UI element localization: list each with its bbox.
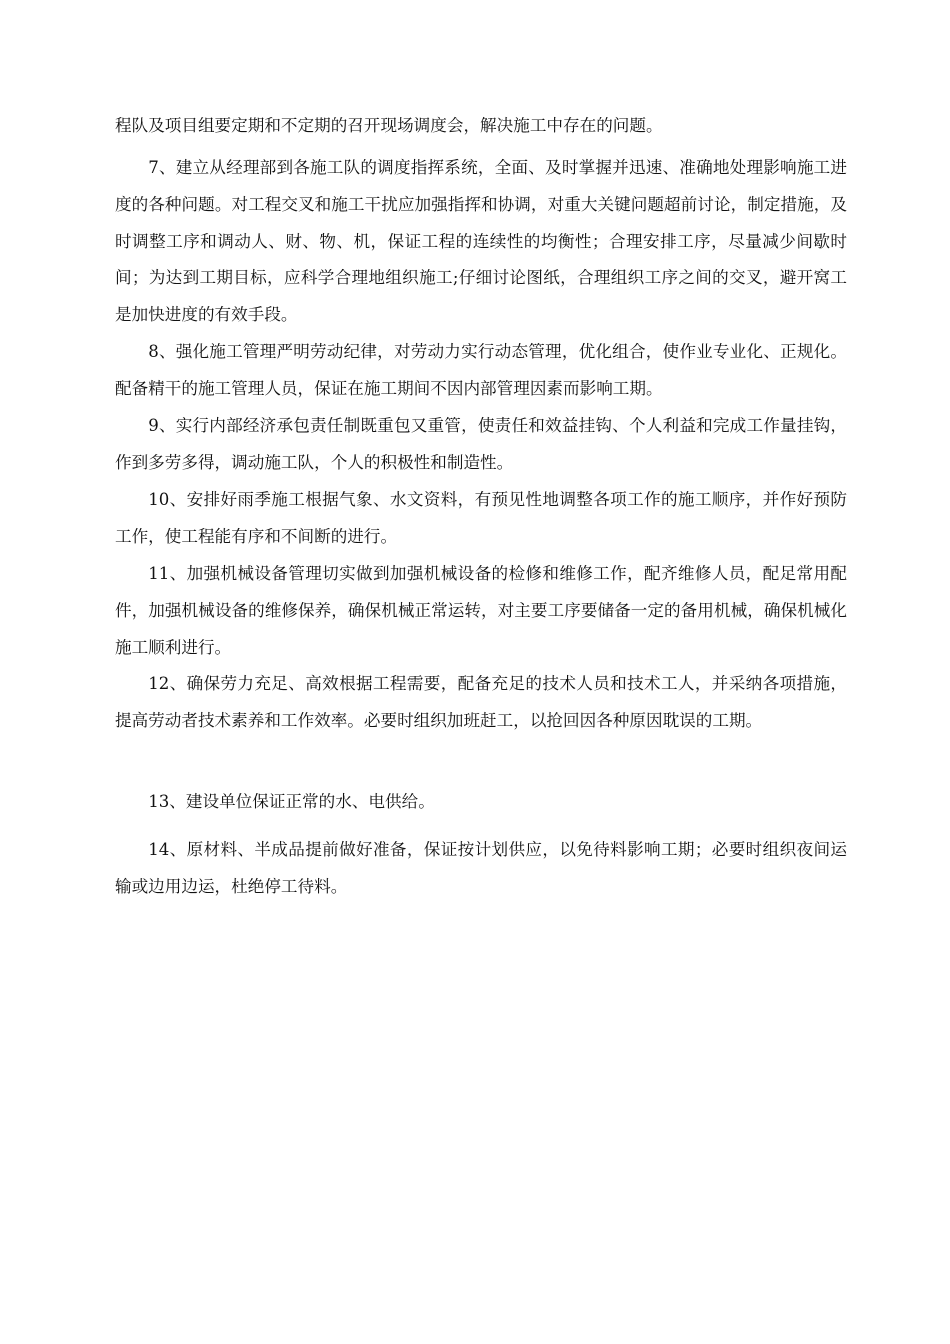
paragraph-13-block	[115, 784, 847, 821]
paragraph-7: 7、建立从经理部到各施工队的调度指挥系统，全面、及时掌握并迅速、准确地处理影响施工进度的各种问题。对工程交叉和施工干扰应加强指挥和协调，对重大关键问题超前讨论，制定措施，及时调整工序和调动人、财、物、机，保证工程的连续性的均衡性；合理安排工序，尽量减少间歇时间；为达到工期目标，应科学合理地组织施工;仔细讨论图纸，合理组织工序之间的交叉，避开窝工是加快进度的有效手段。	[115, 158, 847, 325]
paragraph-10: 10、安排好雨季施工根据气象、水文资料，有预见性地调整各项工作的施工顺序，并作好预防工作，使工程能有序和不间断的进行。	[115, 490, 847, 546]
paragraph-12-block	[115, 666, 847, 740]
paragraph-13: 13、建设单位保证正常的水、电供给。	[148, 792, 435, 811]
paragraph-8: 8、强化施工管理严明劳动纪律，对劳动力实行动态管理，优化组合，使作业专业化、正规化。配备精干的施工管理人员，保证在施工期间不因内部管理因素而影响工期。	[115, 342, 847, 398]
paragraph-11: 11、加强机械设备管理切实做到加强机械设备的检修和维修工作，配齐维修人员，配足常用配件，加强机械设备的维修保养，确保机械正常运转，对主要工序要储备一定的备用机械，确保机械化施工顺利进行。	[115, 564, 847, 657]
paragraph-continued-block	[115, 108, 847, 145]
paragraph-12: 12、确保劳力充足、高效根据工程需要，配备充足的技术人员和技术工人，并采纳各项措施，提高劳动者技术素养和工作效率。必要时组织加班赶工，以抢回因各种原因耽误的工期。	[115, 674, 847, 730]
paragraph-10-block	[115, 482, 847, 556]
paragraph-7-block	[115, 150, 847, 334]
paragraph-9: 9、实行内部经济承包责任制既重包又重管，使责任和效益挂钩、个人利益和完成工作量挂钩，作到多劳多得，调动施工队，个人的积极性和制造性。	[115, 416, 847, 472]
paragraph-continued: 程队及项目组要定期和不定期的召开现场调度会，解决施工中存在的问题。	[115, 116, 663, 135]
paragraph-8-block	[115, 334, 847, 408]
paragraph-9-block	[115, 408, 847, 482]
paragraph-14-block	[115, 832, 847, 906]
paragraph-11-block	[115, 556, 847, 666]
paragraph-14: 14、原材料、半成品提前做好准备，保证按计划供应，以免待料影响工期；必要时组织夜间运输或边用边运，杜绝停工待料。	[115, 840, 847, 896]
